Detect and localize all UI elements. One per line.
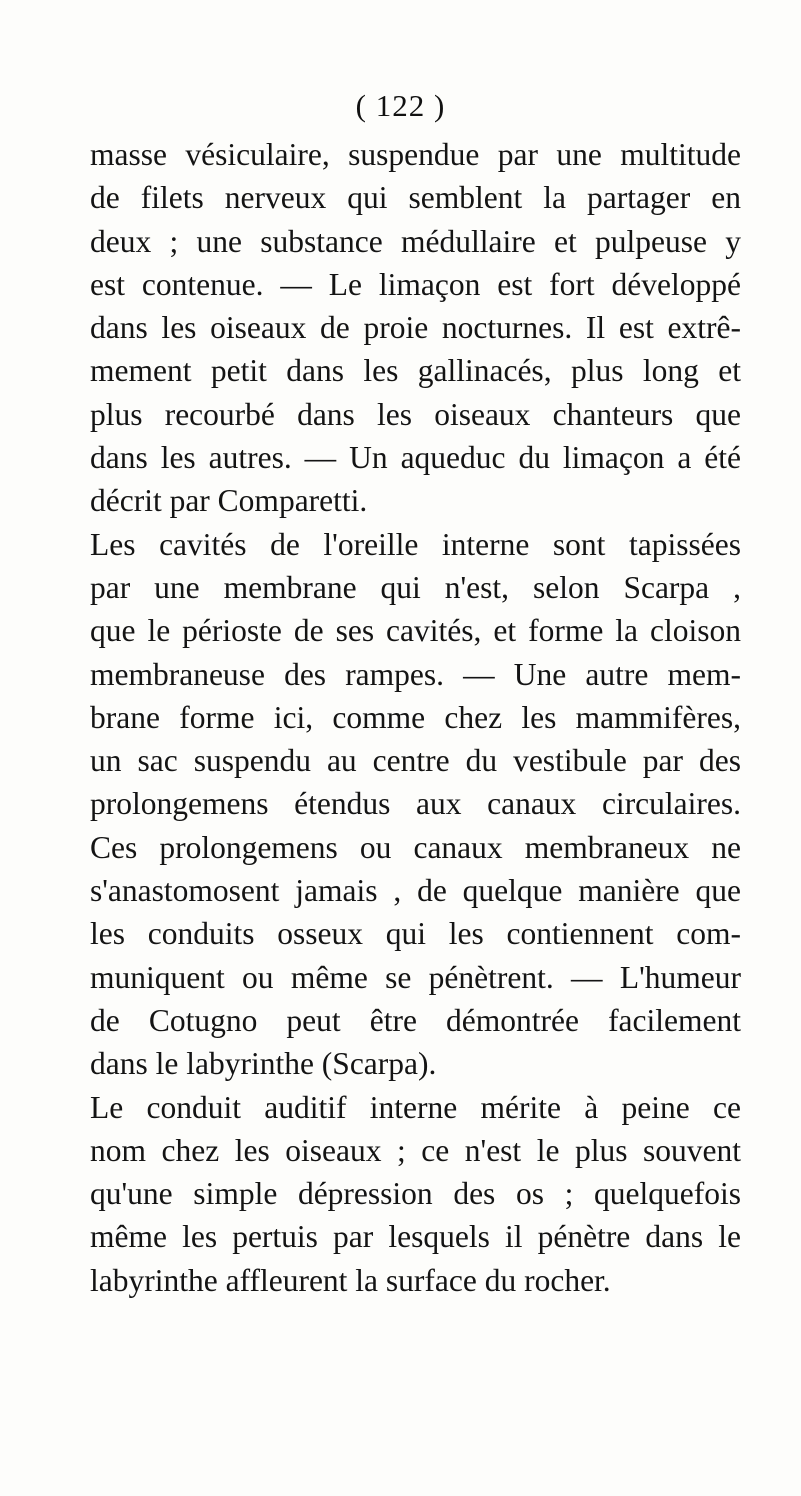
text-line: qu'une simple dépression des os ; quelquefois xyxy=(90,1176,741,1212)
text-line: mement petit dans les gallinacés, plus long et xyxy=(90,353,741,389)
text-line: brane forme ici, comme chez les mammifères, xyxy=(90,699,741,735)
text-line: de filets nerveux qui semblent la partager en xyxy=(90,180,741,216)
text-line: un sac suspendu au centre du vestibule par des xyxy=(90,743,741,779)
text-line: deux ; une substance médullaire et pulpeuse y xyxy=(90,223,741,259)
text-line: Le conduit auditif interne mérite à peine ce xyxy=(90,1089,741,1125)
text-line: muniquent ou même se pénètrent. — L'humeur xyxy=(90,959,741,995)
text-line: Ces prolongemens ou canaux membraneux ne xyxy=(90,829,741,865)
text-line: plus recourbé dans les oiseaux chanteurs que xyxy=(90,396,741,432)
text-line: décrit par Comparetti. xyxy=(90,483,368,519)
text-line: les conduits osseux qui les contiennent com- xyxy=(90,916,741,952)
text-line: membraneuse des rampes. — Une autre mem- xyxy=(90,656,741,692)
text-line: est contenue. — Le limaçon est fort développé xyxy=(90,266,741,302)
text-line: dans les oiseaux de proie nocturnes. Il est extrê- xyxy=(90,310,741,346)
text-line: par une membrane qui n'est, selon Scarpa , xyxy=(90,569,741,605)
text-line: de Cotugno peut être démontrée facilement xyxy=(90,1002,741,1038)
body-text xyxy=(90,133,741,1302)
text-line: nom chez les oiseaux ; ce n'est le plus souvent xyxy=(90,1132,741,1168)
text-line: même les pertuis par lesquels il pénètre dans le xyxy=(90,1219,741,1255)
text-line: Les cavités de l'oreille interne sont tapissées xyxy=(90,526,741,562)
page-number: ( 122 ) xyxy=(355,88,446,123)
text-line: dans le labyrinthe (Scarpa). xyxy=(90,1046,437,1082)
text-line: masse vésiculaire, suspendue par une multitude xyxy=(90,137,741,172)
text-line: que le périoste de ses cavités, et forme la cloison xyxy=(90,613,741,649)
text-line: s'anastomosent jamais , de quelque manière que xyxy=(90,873,741,909)
text-line: dans les autres. — Un aqueduc du limaçon a été xyxy=(90,440,741,476)
text-line: prolongemens étendus aux canaux circulaires. xyxy=(90,786,741,822)
text-line: labyrinthe affleurent la surface du rocher. xyxy=(90,1262,611,1298)
